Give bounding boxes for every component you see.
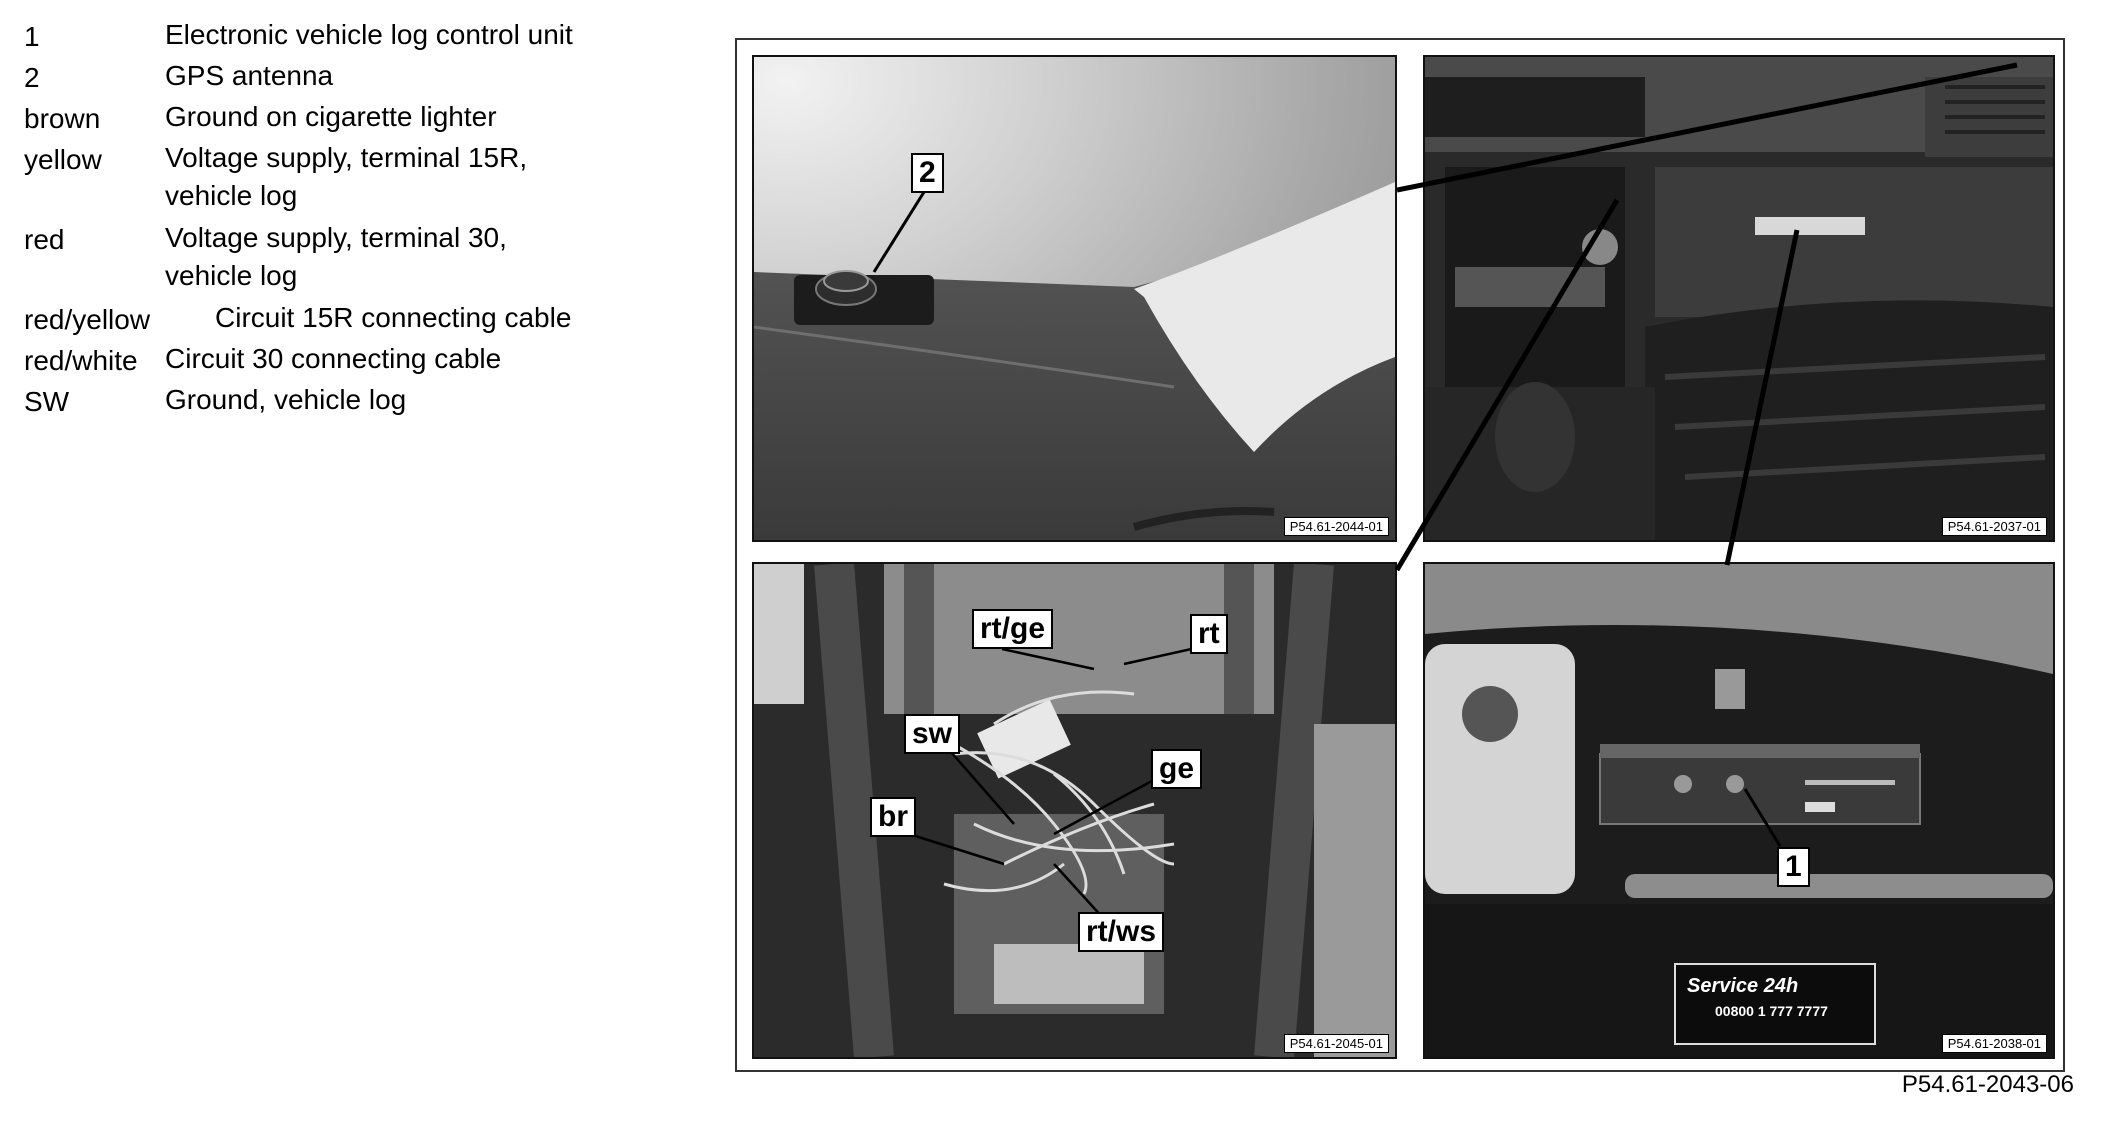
legend-desc: Ground, vehicle log [165,384,407,415]
legend-key: brown [24,103,101,134]
photo-antenna [752,55,1397,542]
legend-desc: Ground on cigarette lighter [165,101,497,132]
figure-frame [735,38,2065,1072]
photo-code: P54.61-2037-01 [1942,517,2047,536]
callout-ge: ge [1151,749,1202,789]
legend-key: red [24,224,65,255]
service-sign-title: Service 24h [1687,975,1799,997]
service-sign-phone: 00800 1 777 7777 [1715,1003,1828,1019]
photo-wiring [752,562,1397,1059]
photo-code: P54.61-2044-01 [1284,517,1389,536]
legend-desc: Electronic vehicle log control unit [165,19,573,50]
callout-1: 1 [1777,847,1810,887]
legend-key: red/yellow [24,304,151,335]
legend-desc: Circuit 15R connecting cable [215,302,572,333]
legend-key: yellow [24,144,102,175]
callout-rt-ge: rt/ge [972,609,1053,649]
photo-control-unit [1423,562,2055,1059]
callout-rt-ws: rt/ws [1078,912,1164,952]
legend-desc: Voltage supply, terminal 30, vehicle log [165,222,507,291]
legend-desc: GPS antenna [165,60,334,91]
legend-key: red/white [24,345,138,376]
figure-code: P54.61-2043-06 [1901,1071,2074,1098]
callout-2: 2 [911,153,944,193]
legend-key: SW [24,386,70,417]
legend-desc: Voltage supply, terminal 15R, vehicle log [165,142,528,211]
callout-rt: rt [1190,614,1228,654]
photo-code: P54.61-2038-01 [1942,1034,2047,1053]
photo-code: P54.61-2045-01 [1284,1034,1389,1053]
callout-br: br [870,797,916,837]
wiring-photo-illustration [754,564,1395,1057]
legend-key: 1 [24,21,40,52]
cockpit-photo-illustration [1425,57,2053,540]
antenna-photo-illustration [754,57,1395,540]
callout-sw: sw [904,714,960,754]
photo-cockpit [1423,55,2055,542]
legend-desc: Circuit 30 connecting cable [165,343,502,374]
control-unit-photo-illustration [1425,564,2053,1057]
legend-key: 2 [24,62,40,93]
